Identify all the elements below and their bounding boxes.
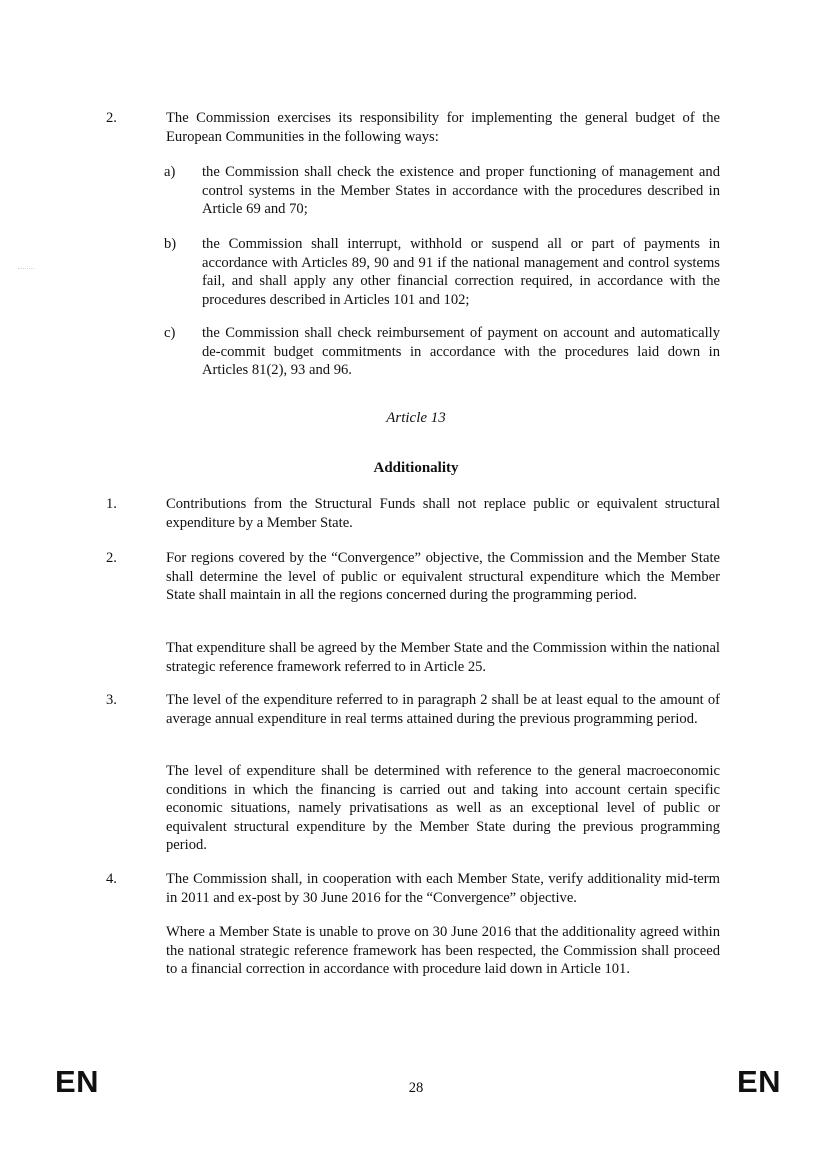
- list-item-label: c): [164, 325, 176, 341]
- article-number: Article 13: [386, 410, 446, 426]
- paragraph-number: 3.: [106, 692, 117, 708]
- list-item-b: [164, 235, 720, 309]
- list-item-label: a): [164, 164, 176, 180]
- article-13-paragraph-4-continuation: Where a Member State is unable to prove on 30 June 2016 that the additionality agreed within the national strategic reference framework has been respected, the Commission shall proceed to a financial correction in accordance with procedure laid down in Article 101.: [166, 924, 720, 977]
- paragraph-text: Contributions from the Structural Funds shall not replace public or equivalent structural expenditure by a Member State.: [166, 496, 720, 531]
- article-title: Additionality: [373, 460, 459, 476]
- paragraph-number: 1.: [106, 496, 117, 512]
- language-mark-left: EN: [55, 1064, 100, 1099]
- list-item-text: the Commission shall interrupt, withhold or suspend all or part of payments in accordance with Articles 89, 90 and 91 if the national management and control systems fail, and shall apply any other financial correction required, in accordance with the procedures described in Articles 101 and 102;: [202, 236, 720, 308]
- article-13-paragraph-2: [106, 549, 720, 605]
- page-number: 28: [408, 1080, 424, 1096]
- paragraph-2-budget: [106, 109, 720, 146]
- article-13-paragraph-1: [106, 495, 720, 532]
- paragraph-number: 2.: [106, 550, 117, 566]
- list-item-c: [164, 324, 720, 380]
- language-mark-right: EN: [737, 1064, 782, 1099]
- paragraph-text: The Commission exercises its responsibility for implementing the general budget of the European Communities in the following ways:: [166, 110, 720, 145]
- list-item-a: [164, 163, 720, 219]
- article-13-paragraph-4: [106, 870, 720, 907]
- article-13-paragraph-3: [106, 691, 720, 728]
- paragraph-number: 4.: [106, 871, 117, 887]
- article-13-paragraph-2-continuation: That expenditure shall be agreed by the Member State and the Commission within the national strategic reference framework referred to in Article 25.: [166, 640, 720, 675]
- list-item-text: the Commission shall check the existence and proper functioning of management and control systems in the Member States in accordance with the procedures described in Article 69 and 70;: [202, 164, 720, 217]
- list-item-label: b): [164, 236, 177, 252]
- paragraph-number: 2.: [106, 110, 117, 126]
- paragraph-text: For regions covered by the “Convergence” objective, the Commission and the Member State shall determine the level of public or equivalent structural expenditure which the Member State shall maintain in all the regions concerned during the programming period.: [166, 550, 720, 603]
- article-13-paragraph-3-continuation: The level of expenditure shall be determined with reference to the general macroeconomic conditions in which the financing is carried out and taking into account certain specific economic situations, namely privatisations as well as an exceptional level of public or equivalent structural expenditure by the Member State during the previous programming period.: [166, 763, 720, 853]
- paragraph-text: The level of the expenditure referred to in paragraph 2 shall be at least equal to the amount of average annual expenditure in real terms attained during the previous programming period.: [166, 692, 720, 727]
- paragraph-text: The Commission shall, in cooperation with each Member State, verify additionality mid-term in 2011 and ex-post by 30 June 2016 for the “Convergence” objective.: [166, 871, 720, 906]
- list-item-text: the Commission shall check reimbursement of payment on account and automatically de-commit budget commitments in accordance with the procedures laid down in Articles 81(2), 93 and 96.: [202, 325, 720, 378]
- scan-artifact: [18, 262, 34, 269]
